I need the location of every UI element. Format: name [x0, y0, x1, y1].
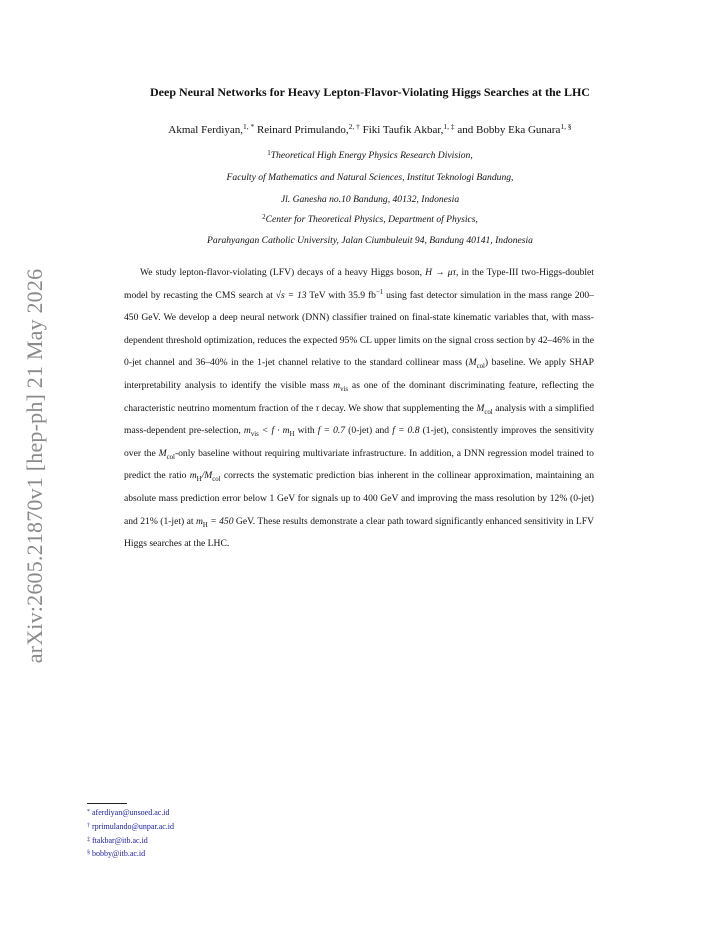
author-name: Reinard Primulando, — [256, 124, 349, 136]
footnote-email[interactable]: * aferdiyan@unsoed.ac.id — [87, 808, 170, 817]
abstract: We study lepton-flavor-violating (LFV) decays of a heavy Higgs boson, H → μτ, in the Type-III two-Higgs-doublet model by recasting the CMS search at √s = 13 TeV with 35.9 $fb^{-1}$ using fast detector simulation in the mass range 200–450 GeV. We develop a deep neural network (DNN) classifier trained on final-state kinematic variables that, with mass-dependent threshold optimization, reduces the expected 95% CL upper limits on the signal cross section by 42–46% in the 0-jet channel and 36–40% in the 1-jet channel relative to the standard collinear mass $(M_{col})$ baseline. We apply SHAP interpretability analysis to identify the visible mass $m_{vis}$ as one of the dominant discriminating feature, reflecting the characteristic neutrino momentum fraction of the τ decay. We show that supplementing the $M_{col}$ analysis with a simplified mass-dependent pre-selection, $m_{vis} < f \cdot m_H$ with f = 0.7 (0-jet) and f = 0.8 (1-jet), consistently improves the sensitivity over the $M_{col}$-only baseline without requiring multivariate infrastructure. In addition, a DNN regression model trained to predict the ratio $m_H/M_{col}$ corrects the systematic prediction bias inherent in the collinear approximation, maintaining an absolute mass prediction error below 1 GeV for signals up to 400 GeV and improving the mass resolution by 12% (0-jet) and 21% (1-jet) at $m_H = 450$ GeV. These results demonstrate a clear path toward significantly enhanced sensitivity in LFV Higgs searches at the LHC. — [124, 267, 595, 550]
author-name: and Bobby Eka Gunara — [457, 124, 561, 136]
affiliation-line: Faculty of Mathematics and Natural Sciences, Institut Teknologi Bandung, — [226, 172, 514, 183]
author-list — [90, 124, 650, 136]
affiliation-mark: 1 — [267, 149, 271, 157]
affiliation-line — [90, 145, 650, 167]
affiliation-line — [90, 209, 650, 231]
affiliation-text: Center for Theoretical Physics, Department of Physics, — [265, 214, 478, 225]
author-marks: 1, ‡ — [443, 122, 455, 131]
footnote-email[interactable]: ‡ ftakbar@itb.ac.id — [87, 835, 148, 845]
author-name: Akmal Ferdiyan, — [168, 124, 243, 136]
affiliation-text: Theoretical High Energy Physics Research Division, — [270, 150, 473, 161]
arxiv-stamp: arXiv:2605.21870v1 [hep-ph] 21 May 2026 — [22, 268, 47, 664]
footnotes — [87, 806, 174, 861]
footnote-email[interactable]: § bobby@itb.ac.id — [87, 849, 146, 859]
paper-title: Deep Neural Networks for Heavy Lepton-Flavor-Violating Higgs Searches at the LHC — [150, 85, 590, 99]
author-name: Fiki Taufik Akbar, — [362, 124, 444, 136]
author-marks: 2, † — [348, 122, 360, 131]
affiliation-line: Parahyangan Catholic University, Jalan Ciumbuleuit 94, Bandung 40141, Indonesia — [207, 235, 533, 246]
affiliation-line: Jl. Ganesha no.10 Bandung, 40132, Indonesia — [280, 194, 460, 205]
footnote-email[interactable]: † rprimulando@unpar.ac.id — [87, 821, 175, 831]
author-marks: 1, § — [560, 122, 572, 131]
affiliation-mark: 2 — [262, 213, 266, 221]
footnote-divider — [87, 803, 127, 804]
author-marks: 1, * — [242, 122, 255, 131]
